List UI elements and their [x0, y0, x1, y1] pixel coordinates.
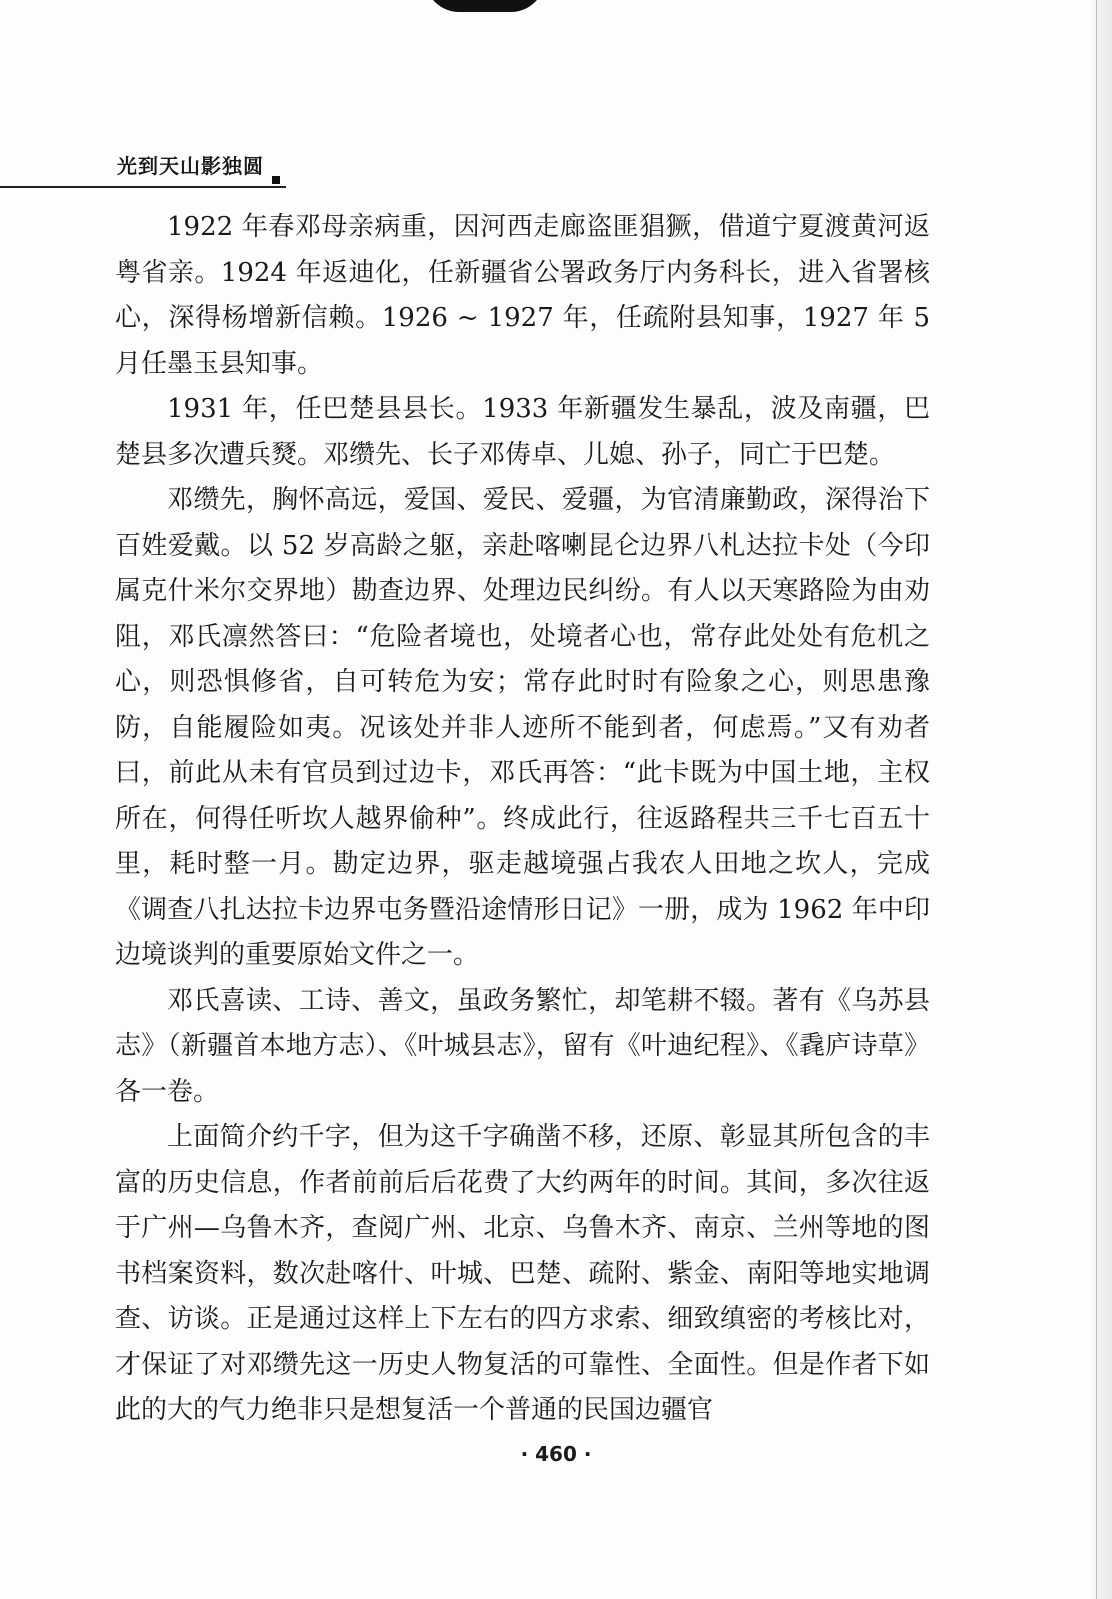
body-text [115, 205, 930, 1434]
paragraph-3: 邓缵先，胸怀高远，爱国、爱民、爱疆，为官清廉勤政，深得治下百姓爱戴。以 52 岁高龄之躯，亲赴喀喇昆仑边界八札达拉卡处（今印属克什米尔交界地）勘查边界、处理边民纠纷。有人以天寒路险为由劝阻，邓氏凛然答曰：“危险者境也，处境者心也，常存此处处有危机之心，则恐惧修省，自可转危为安；常存此时时有险象之心，则思患豫防，自能履险如夷。况该处并非人迹所不能到者，何虑焉。”又有劝者曰，前此从未有官员到过边卡，邓氏再答：“此卡既为中国土地，主权所在，何得任听坎人越界偷种”。终成此行，往返路程共三千七百五十里，耗时整一月。勘定边界，驱走越境强占我农人田地之坎人，完成《调查八扎达拉卡边界屯务暨沿途情形日记》一册，成为 1962 年中印边境谈判的重要原始文件之一。 [115, 485, 930, 970]
header-square-mark [272, 176, 280, 184]
paragraph-4: 邓氏喜读、工诗、善文，虽政务繁忙，却笔耕不辍。著有《乌苏县志》（新疆首本地方志）、《叶城县志》，留有《叶迪纪程》、《毳庐诗草》各一卷。 [115, 985, 930, 1107]
paragraph-2: 1931 年，任巴楚县县长。1933 年新疆发生暴乱，波及南疆，巴楚县多次遭兵燹。邓缵先、长子邓俦卓、儿媳、孙子，同亡于巴楚。 [115, 394, 930, 470]
header-rule [0, 186, 286, 188]
paragraph-1: 1922 年春邓母亲病重，因河西走廊盗匪猖獗，借道宁夏渡黄河返粤省亲。1924 年返迪化，任新疆省公署政务厅内务科长，进入省署核心，深得杨增新信赖。1926 ~ 1927 年，任疏附县知事，1927 年 5 月任墨玉县知事。 [115, 212, 930, 379]
scan-artifact [425, 0, 545, 12]
page-edge-shadow [1090, 0, 1112, 1599]
paragraph-5: 上面简介约千字，但为这千字确凿不移，还原、彰显其所包含的丰富的历史信息，作者前前后后花费了大约两年的时间。其间，多次往返于广州—乌鲁木齐，查阅广州、北京、乌鲁木齐、南京、兰州等地的图书档案资料，数次赴喀什、叶城、巴楚、疏附、紫金、南阳等地实地调查、访谈。正是通过这样上下左右的四方求索、细致缜密的考核比对，才保证了对邓缵先这一历史人物复活的可靠性、全面性。但是作者下如此的大的气力绝非只是想复活一个普通的民国边疆官 [115, 1122, 930, 1425]
running-title: 光到天山影独圆 [117, 154, 264, 178]
running-header [0, 150, 290, 190]
page-number: · 460 · [520, 1442, 592, 1466]
